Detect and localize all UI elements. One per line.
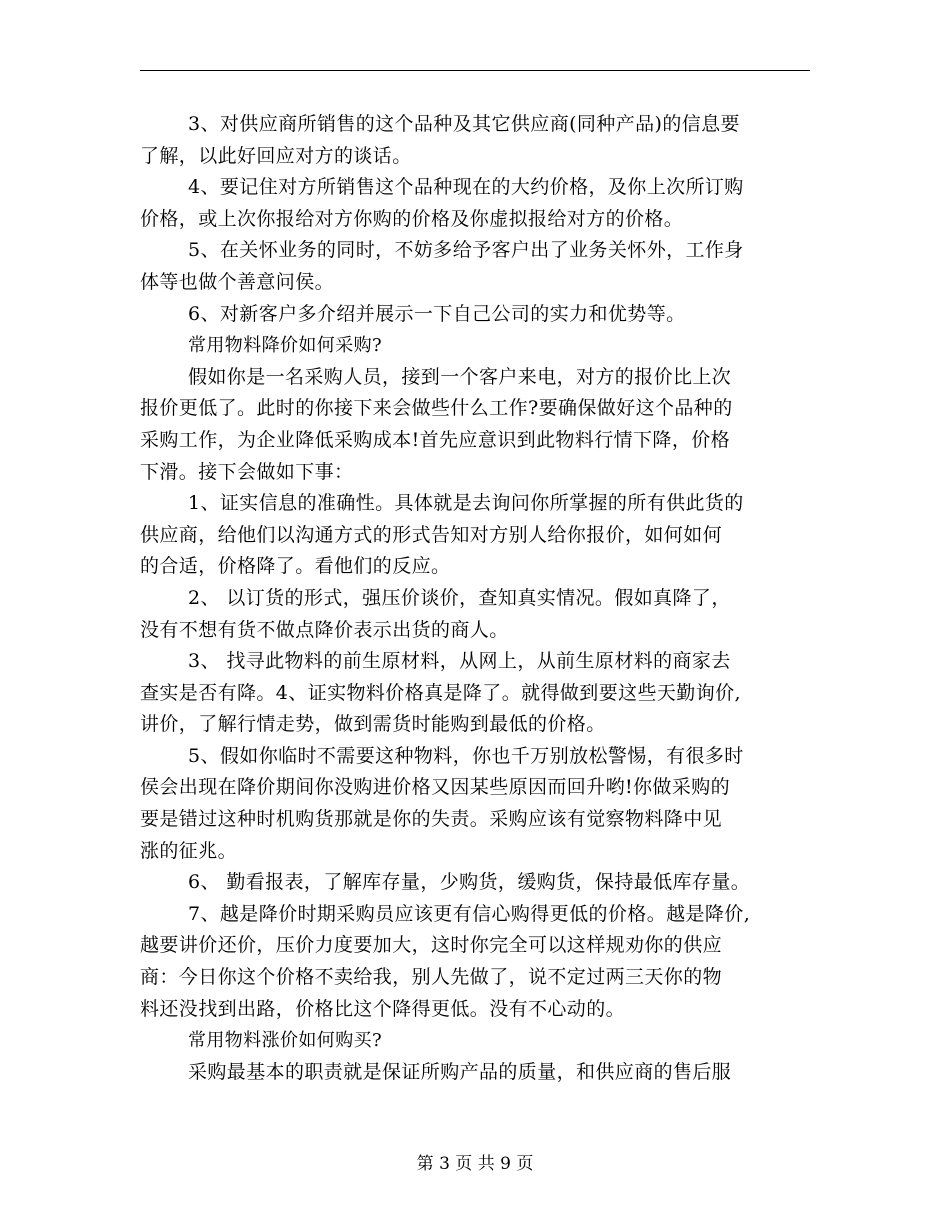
document-body [140, 109, 810, 1088]
body-text-line: 要是错过这种时机购货那就是你的失责。采购应该有觉察物料降中见 [140, 808, 723, 831]
body-text-line: 3、对供应商所销售的这个品种及其它供应商(同种产品)的信息要 [188, 113, 740, 135]
body-text-line: 报价更低了。此时的你接下来会做些什么工作?要确保做好这个品种的 [140, 397, 733, 420]
body-text-line: 5、假如你临时不需要这种物料，你也千万别放松警惕，有很多时 [188, 744, 744, 767]
body-text-line: 查实是否有降。4、证实物料价格真是降了。就得做到要这些天勤询价, [140, 681, 741, 704]
body-text-line: 3、 找寻此物料的前生原材料，从网上，从前生原材料的商家去 [188, 650, 731, 673]
body-text-line: 了解，以此好回应对方的谈话。 [140, 144, 412, 167]
body-text-line: 商：今日你这个价格不卖给我，别人先做了，说不定过两三天你的物 [140, 966, 723, 989]
body-text-line: 越要讲价还价，压价力度要加大，这时你完全可以这样规劝你的供应 [140, 934, 723, 957]
body-text-line: 4、要记住对方所销售这个品种现在的大约价格，及你上次所订购 [188, 176, 744, 199]
body-text-line: 采购工作，为企业降低采购成本!首先应意识到此物料行情下降，价格 [140, 428, 731, 451]
body-text-line: 料还没找到出路，价格比这个降得更低。没有不心动的。 [140, 997, 626, 1020]
page-footer: 第 3 页 共 9 页 [416, 1154, 534, 1174]
body-text-line: 供应商，给他们以沟通方式的形式告知对方别人给你报价，如何如何 [140, 523, 723, 546]
section-heading: 常用物料涨价如何购买? [188, 1030, 383, 1052]
body-text-line: 6、 勤看报表，了解库存量，少购货，缓购货，保持最低库存量。 [188, 871, 751, 894]
body-text-line: 采购最基本的职责就是保证所购产品的质量，和供应商的售后服 [188, 1060, 732, 1083]
body-text-line: 2、 以订货的形式，强压价谈价，查知真实情况。假如真降了， [188, 586, 731, 609]
body-text-line: 6、对新客户多介绍并展示一下自己公司的实力和优势等。 [188, 302, 686, 325]
body-text-line: 侯会出现在降价期间你没购进价格又因某些原因而回升哟!你做采购的 [140, 776, 731, 799]
header-rule [140, 70, 810, 71]
body-text-line: 价格，或上次你报给对方你购的价格及你虚拟报给对方的价格。 [140, 207, 684, 230]
section-heading: 常用物料降价如何采购? [188, 335, 383, 357]
body-text-line: 5、在关怀业务的同时，不妨多给予客户出了业务关怀外，工作身 [188, 239, 744, 262]
body-text-line: 没有不想有货不做点降价表示出货的商人。 [140, 618, 509, 641]
body-text-line: 涨的征兆。 [140, 839, 238, 862]
body-text-line: 讲价，了解行情走势，做到需货时能购到最低的价格。 [140, 713, 606, 736]
body-text-line: 7、越是降价时期采购员应该更有信心购得更低的价格。越是降价, [188, 902, 751, 925]
body-text-line: 下滑。接下会做如下事： [140, 460, 354, 483]
body-text-line: 假如你是一名采购人员，接到一个客户来电，对方的报价比上次 [188, 365, 732, 388]
body-text-line: 体等也做个善意问侯。 [140, 270, 335, 293]
body-text-line: 的合适，价格降了。看他们的反应。 [140, 555, 451, 578]
body-text-line: 1、证实信息的准确性。具体就是去询问你所掌握的所有供此货的 [188, 492, 744, 515]
